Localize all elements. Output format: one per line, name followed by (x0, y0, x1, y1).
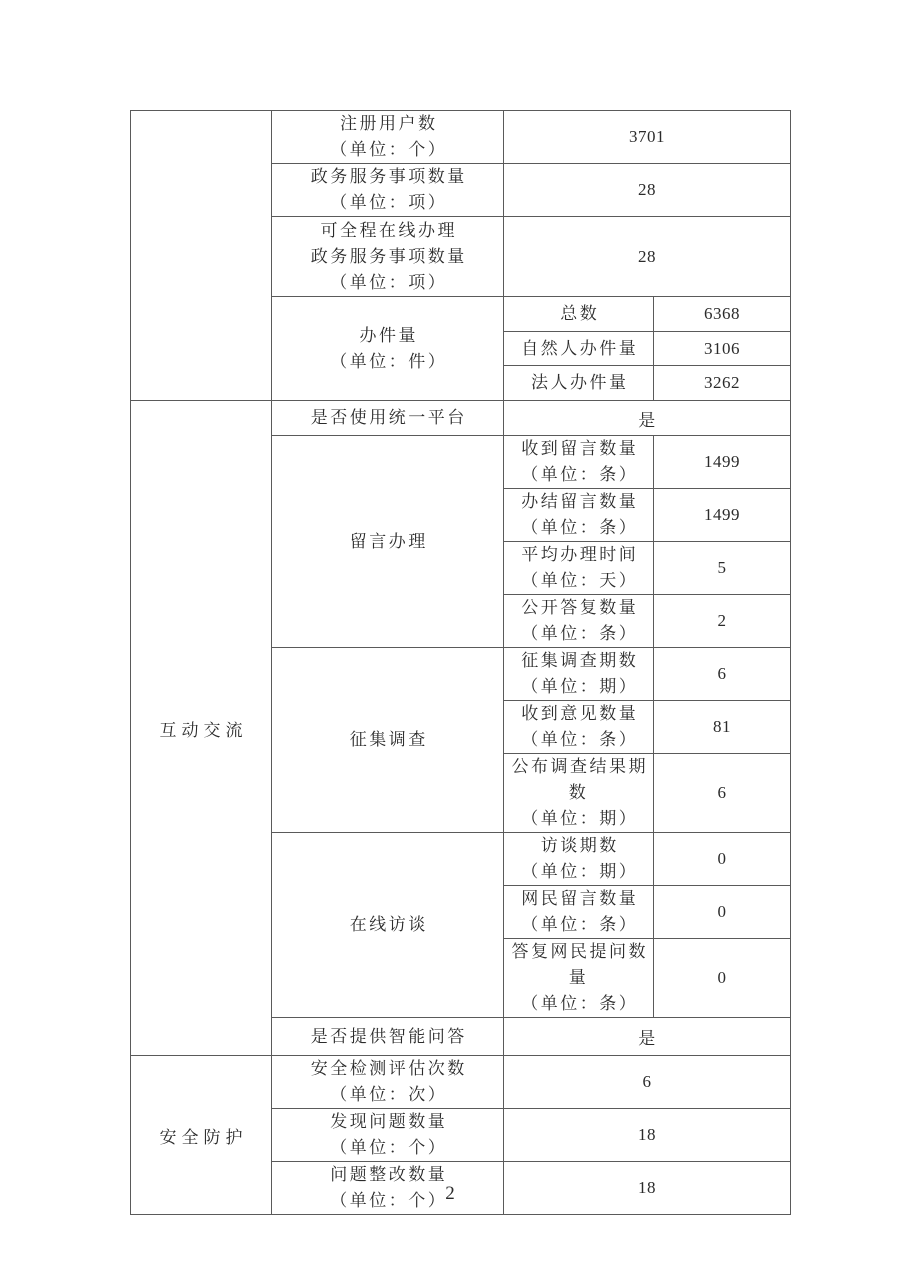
label-line: 访谈期数 (540, 836, 619, 855)
unit-line: （单位：条） (521, 994, 639, 1013)
row-label-online-service-items (272, 217, 504, 297)
sub-label-opinions-received (504, 701, 654, 754)
label-line: 可全程在线办理 (320, 220, 457, 240)
sub-label-messages-resolved (504, 489, 654, 542)
row-value-service-items: 28 (504, 164, 791, 217)
row-label-registered-users (272, 111, 504, 164)
label-line: 平均办理时间 (521, 545, 639, 564)
label-line: 自然人办件量 (521, 338, 639, 358)
label-line: 办件量 (359, 325, 418, 345)
label-line: 注册用户数 (340, 114, 438, 133)
unit-line: （单位：个） (330, 1191, 448, 1210)
annual-report-table (130, 110, 791, 1215)
sub-value-interview-issues: 0 (654, 833, 791, 886)
unit-line: （单位：条） (521, 518, 639, 537)
row-label-problems-rectified (272, 1162, 504, 1215)
unit-line: （单位：项） (330, 272, 448, 292)
unit-line: （单位：项） (330, 193, 448, 212)
label-line: 公开答复数量 (521, 598, 639, 617)
sub-label-avg-handling-time (504, 542, 654, 595)
unit-line: （单位：天） (521, 571, 639, 590)
row-value-problems-rectified: 18 (504, 1162, 791, 1215)
label-line: 安全检测评估次数 (310, 1059, 467, 1078)
sub-label-legal-person (504, 366, 654, 401)
unit-line: （单位：期） (521, 809, 639, 828)
sub-value-survey-results-published: 6 (654, 754, 791, 833)
label-line: 是否提供智能问答 (310, 1026, 467, 1046)
row-value-security-assessments: 6 (504, 1056, 791, 1109)
sub-label-netizen-messages (504, 886, 654, 939)
category-cell-interaction: 互动交流 (131, 401, 272, 1056)
label-line: 公布调查结果期数 (511, 757, 648, 802)
sub-value-opinions-received: 81 (654, 701, 791, 754)
label-line: 收到意见数量 (521, 704, 639, 723)
sub-label-public-replies (504, 595, 654, 648)
label-line: 总数 (560, 304, 600, 323)
category-cell-blank (131, 111, 272, 401)
unit-line: （单位：次） (330, 1085, 448, 1104)
unit-line: （单位：件） (330, 351, 448, 371)
label-line: 问题整改数量 (330, 1165, 448, 1184)
row-value-registered-users: 3701 (504, 111, 791, 164)
row-label-unified-platform (272, 401, 504, 436)
label-line: 答复网民提问数量 (511, 942, 648, 987)
sub-value-survey-issues: 6 (654, 648, 791, 701)
row-value-unified-platform: 是 (504, 401, 791, 436)
sub-value-natural-person: 3106 (654, 332, 791, 366)
unit-line: （单位：条） (521, 730, 639, 749)
row-label-message-handling (272, 436, 504, 648)
label-line: 网民留言数量 (521, 889, 639, 908)
row-label-survey (272, 648, 504, 833)
row-label-smart-qa (272, 1018, 504, 1056)
unit-line: （单位：个） (330, 1138, 448, 1157)
row-value-online-service-items: 28 (504, 217, 791, 297)
unit-line: （单位：条） (521, 915, 639, 934)
sub-label-survey-results-published (504, 754, 654, 833)
row-label-service-items (272, 164, 504, 217)
label-line: 法人办件量 (531, 373, 629, 392)
label-line: 收到留言数量 (521, 439, 639, 458)
sub-value-netizen-questions-answered: 0 (654, 939, 791, 1018)
sub-label-natural-person (504, 332, 654, 366)
label-line: 是否使用统一平台 (310, 408, 467, 427)
table-row (131, 401, 791, 436)
sub-value-total: 6368 (654, 297, 791, 332)
label-line: 留言办理 (349, 531, 428, 551)
label-line: 在线访谈 (349, 915, 428, 934)
row-value-problems-found: 18 (504, 1109, 791, 1162)
sub-value-avg-handling-time: 5 (654, 542, 791, 595)
sub-value-messages-resolved: 1499 (654, 489, 791, 542)
row-label-case-volume (272, 297, 504, 401)
unit-line: （单位：期） (521, 677, 639, 696)
row-value-smart-qa: 是 (504, 1018, 791, 1056)
sub-label-netizen-questions-answered (504, 939, 654, 1018)
label-line: 发现问题数量 (330, 1112, 448, 1131)
table-row (131, 111, 791, 164)
label-line: 办结留言数量 (521, 492, 639, 511)
label-line: 征集调查期数 (521, 651, 639, 670)
row-label-security-assessments (272, 1056, 504, 1109)
category-cell-security: 安全防护 (131, 1056, 272, 1215)
label-line: 政务服务事项数量 (310, 167, 467, 186)
row-label-online-interview (272, 833, 504, 1018)
sub-label-interview-issues (504, 833, 654, 886)
unit-line: （单位：期） (521, 862, 639, 881)
sub-value-public-replies: 2 (654, 595, 791, 648)
unit-line: （单位：条） (521, 624, 639, 643)
unit-line: （单位：条） (521, 465, 639, 484)
sub-value-netizen-messages: 0 (654, 886, 791, 939)
sub-label-messages-received (504, 436, 654, 489)
page-number: 2 (445, 1183, 455, 1204)
sub-label-total (504, 297, 654, 332)
label-line: 政务服务事项数量 (310, 246, 467, 266)
sub-label-survey-issues (504, 648, 654, 701)
unit-line: （单位：个） (330, 140, 448, 159)
sub-value-legal-person: 3262 (654, 366, 791, 401)
table-row (131, 1056, 791, 1109)
label-line: 征集调查 (349, 730, 428, 749)
row-label-problems-found (272, 1109, 504, 1162)
sub-value-messages-received: 1499 (654, 436, 791, 489)
